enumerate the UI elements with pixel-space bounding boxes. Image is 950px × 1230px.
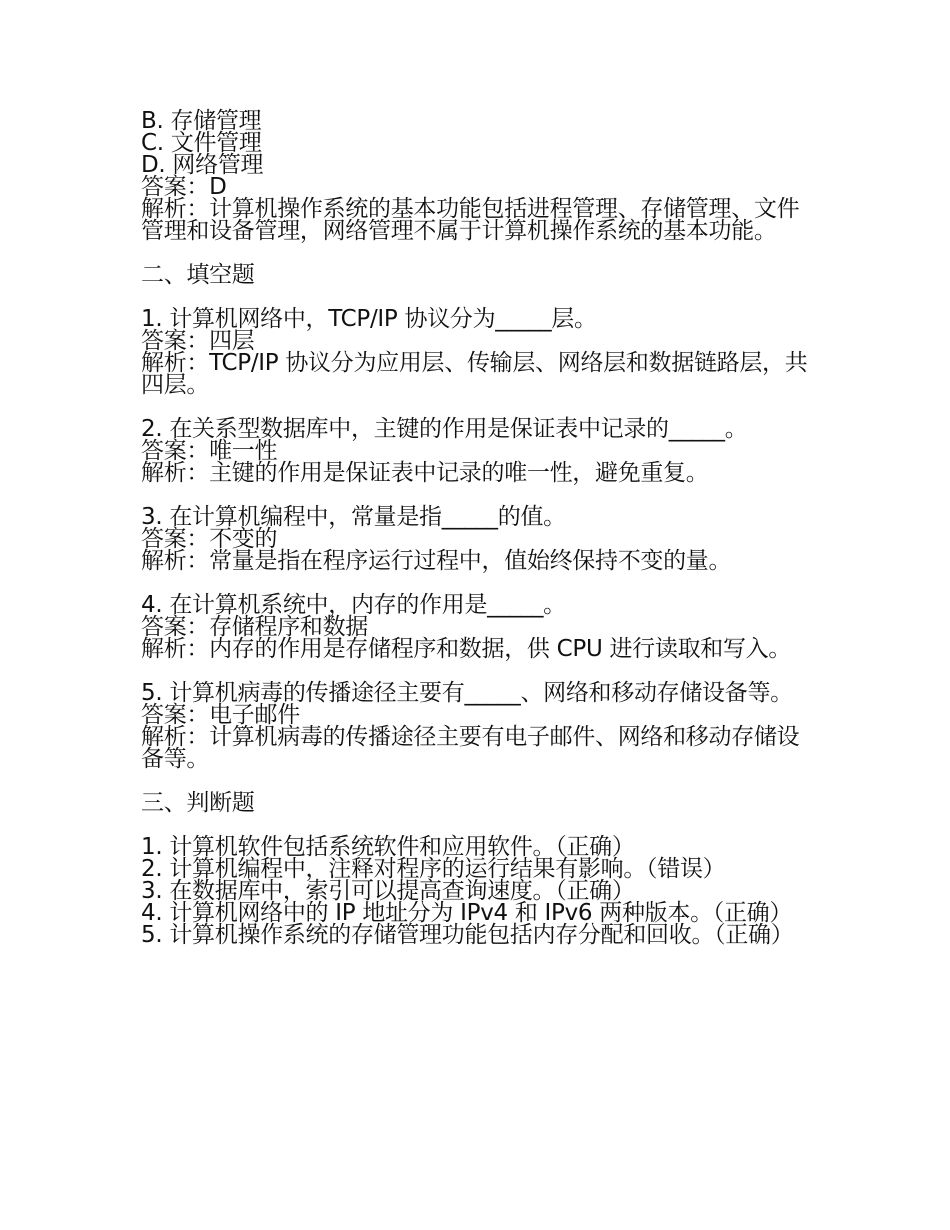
- answer-text: 答案：四层: [141, 328, 255, 354]
- option-d: D. 网络管理: [141, 152, 264, 178]
- true-false-item: 2. 计算机编程中，注释对程序的运行结果有影响。（错误）: [141, 856, 726, 882]
- true-false-item: 4. 计算机网络中的 IP 地址分为 IPv4 和 IPv6 两种版本。（正确）: [141, 900, 793, 926]
- true-false-list: [141, 836, 811, 946]
- analysis-text: 解析：常量是指在程序运行过程中，值始终保持不变的量。: [141, 548, 732, 574]
- section-heading-fill-in: 二、填空题: [141, 262, 255, 288]
- analysis-text: 解析：内存的作用是存储程序和数据，供 CPU 进行读取和写入。: [141, 636, 792, 662]
- analysis-text: 解析：计算机病毒的传播途径主要有电子邮件、网络和移动存储设备等。: [141, 724, 800, 772]
- question-block: [141, 594, 811, 660]
- question-block: [141, 506, 811, 572]
- section-heading-true-false: 三、判断题: [141, 790, 255, 816]
- analysis-text: 解析：主键的作用是保证表中记录的唯一性，避免重复。: [141, 460, 709, 486]
- answer-text: 答案：存储程序和数据: [141, 614, 369, 640]
- option-c: C. 文件管理: [141, 130, 262, 156]
- true-false-item: 1. 计算机软件包括系统软件和应用软件。（正确）: [141, 834, 635, 860]
- true-false-item: 5. 计算机操作系统的存储管理功能包括内存分配和回收。（正确）: [141, 922, 794, 948]
- analysis-text: 解析：计算机操作系统的基本功能包括进程管理、存储管理、文件管理和设备管理，网络管理不属于计算机操作系统的基本功能。: [141, 196, 800, 244]
- answer-text: 答案：电子邮件: [141, 702, 300, 728]
- document-page: [141, 110, 811, 946]
- question-text: 1. 计算机网络中，TCP/IP 协议分为_____层。: [141, 306, 597, 332]
- option-b: B. 存储管理: [141, 108, 262, 134]
- question-block: [141, 308, 811, 396]
- question-text: 4. 在计算机系统中，内存的作用是_____。: [141, 592, 566, 618]
- answer-text: 答案：唯一性: [141, 438, 278, 464]
- question-text: 5. 计算机病毒的传播途径主要有_____、网络和移动存储设备等。: [141, 680, 793, 706]
- answer-text: 答案：不变的: [141, 526, 278, 552]
- question-text: 2. 在关系型数据库中，主键的作用是保证表中记录的_____。: [141, 416, 748, 442]
- question-block: [141, 418, 811, 484]
- analysis-text: 解析：TCP/IP 协议分为应用层、传输层、网络层和数据链路层，共四层。: [141, 350, 808, 398]
- question-block: [141, 682, 811, 770]
- question-text: 3. 在计算机编程中，常量是指_____的值。: [141, 504, 566, 530]
- answer-text: 答案：D: [141, 174, 227, 200]
- true-false-item: 3. 在数据库中，索引可以提高查询速度。（正确）: [141, 878, 635, 904]
